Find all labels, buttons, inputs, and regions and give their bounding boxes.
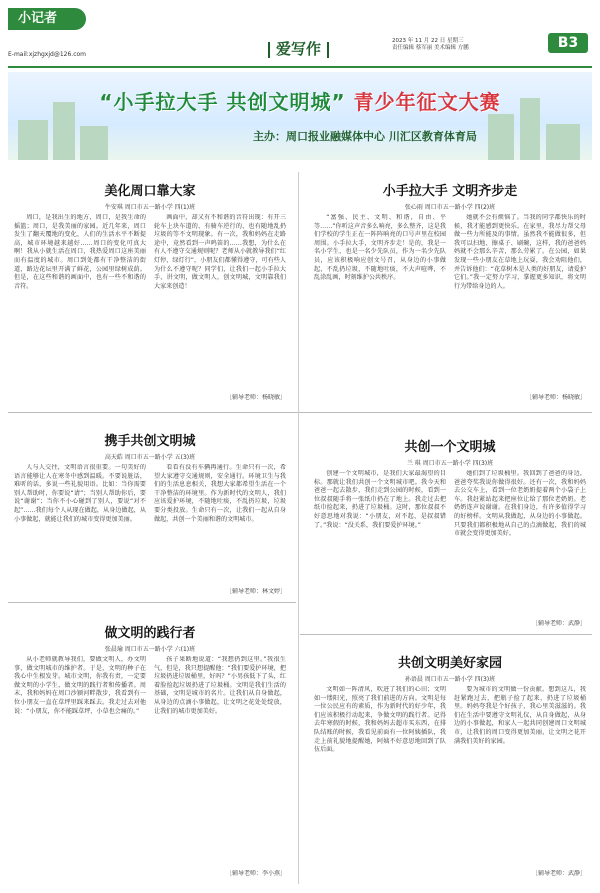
column-divider — [298, 172, 299, 884]
article-column: 创建一个文明城市，是我们大家最渴望的目标。那就让我们共创一个文明城市吧。我今天和爸爸一起去散步，我们走到公园的时候，看到一位叔叔随手将一张纸巾扔在了地上。我走过去把纸巾捡起来，扔进了垃圾桶。这时，那位叔叔不好意思地对我说：“小朋友，对不起，是叔叔错了。”我说：“没关系，我们要爱护环境。” — [314, 470, 446, 529]
section-divider — [8, 602, 296, 603]
section-divider — [300, 634, 592, 635]
article-editor: ［辅导老师：杨晓敏］ — [225, 394, 286, 401]
banner-organizers: 主办：周口报业融媒体中心 川汇区教育体育局 — [253, 130, 477, 143]
article-editor: ［辅导老师：武静］ — [531, 620, 586, 627]
article-title: 携手共创文明城 — [104, 434, 196, 449]
article-byline: 张心雨 周口市五一路小学 四(2)班 — [404, 204, 496, 211]
contact-email: E-mail:xjzhgxjd@126.com — [8, 51, 87, 58]
section-divider — [8, 412, 592, 413]
article-byline: 孙语晨 周口市五一路小学 四(3)班 — [404, 676, 496, 683]
article-editor: ［辅导老师：林文婷］ — [225, 588, 286, 595]
skyline-building — [488, 114, 514, 160]
article-editor: ［辅导老师：武静］ — [531, 870, 586, 877]
article-title: 做文明的践行者 — [104, 626, 196, 641]
page-number: B3 — [548, 33, 588, 53]
article-editor: ［辅导老师：杨晓敏］ — [525, 394, 586, 401]
article-title: 小手拉大手 文明齐步走 — [382, 184, 518, 199]
skyline-building — [18, 120, 48, 160]
article-column: 从小老师就教导我们，要做文明人，办文明事，做文明城市的维护者。于是，文明的种子在我心中生根发芽。城市文明，你我有责，一定要做文明的小学生，做文明的践行者和传播者。周末，我和妈妈在周口沙颍河畔散步，我看到有一位小朋友一直在草坪里踩来踩去。我走过去对他说：“小朋友，你不能踩草坪，小草也会痛的。” — [14, 656, 146, 715]
column-tag: 小记者 — [8, 8, 86, 30]
article-title: 共创文明美好家园 — [397, 656, 502, 671]
section-title — [262, 38, 335, 59]
article-column: 文明如一阵清风，吹进了我们的心田；文明如一缕阳光，照亮了我们前进的方向。文明是每一位公民应有的素质，作为新时代的好少年，我们应该积极行动起来，争做文明的践行者。记得去年寒假的时候，我和妈妈去超市买东西，在排队结账的时候，我看见前面有一位阿姨插队，我走上前礼貌地提醒她，阿姨不好意思地回到了队伍后面。 — [314, 686, 446, 754]
issue-date: 2023 年 11 月 22 日 星期三 — [392, 38, 464, 44]
article-editor: ［辅导老师：李小燕］ — [225, 870, 286, 877]
article-title: 美化周口靠大家 — [104, 184, 196, 199]
skyline-building — [80, 126, 108, 160]
article-column: 她就不会有烦恼了。当我的同学都快乐的时候，我才能感到更快乐。在家里，我尽力帮父母做一些力所能及的事情。虽然我不能做很多，但我可以扫地、擦桌子、刷碗，这样，我的爸爸妈妈就不会那么辛苦，那么劳累了。在公园，如果发现一些小朋友在草地上玩耍，我会劝阻他们，并告诉他们：“花草树木是人类的好朋友，请爱护它们。”我一定努力学习，掌握更多知识，将文明行为带给身边的人。 — [454, 214, 586, 290]
article-column: 人与人交往，文明语言很重要。一句美好的语言能够让人在寒冬中感到温暖。不要说脏话，难听的话，多说一些礼貌用语。比如：当你需要别人帮助时，你要说“请”；当别人帮助你后，要说“谢谢”；当你不小心碰到了别人，要说“对不起”……我们每个人从现在做起，从身边做起，从小事做起，就能让我们的城市变得更加美丽。 — [14, 464, 146, 523]
issue-editors: 责任编辑 蔡军丽 美术编辑 方鹏 — [392, 45, 469, 51]
article-column: 要为城市的文明做一份贡献。想到这儿，我赶紧跑过去，把瓶子捡了起来，扔进了垃圾桶里。妈妈夸我是个好孩子，我心里美滋滋的。我们在生活中要遵守文明礼仪，从自身做起，从身边的小事做起，和家人一起共同创建周口文明城市，让我们的周口变得更加美丽，让文明之花开满我们美好的家园。 — [454, 686, 586, 745]
banner-title-main: “小手拉大手 共创文明城” — [99, 90, 346, 114]
header-rule — [8, 66, 592, 68]
article-byline: 牛安琪 周口市五一路小学 四(1)班 — [104, 204, 196, 211]
issue-meta — [392, 38, 542, 52]
article-byline: 张晨瑜 周口市五一路小学 六(1)班 — [104, 646, 196, 653]
section-label: 爱写作 — [276, 40, 322, 58]
contest-banner — [8, 72, 592, 160]
skyline-building — [546, 124, 580, 160]
article-column: 孩子果断地说道：“我想扔到这里。”我很生气，但是，我只想提醒他：“我们要爱护环境，把垃圾扔进垃圾桶里，好吗？”小男孩低下了头，红着脸捡起垃圾扔进了垃圾桶。文明是我们生活的基础，文明是城市的名片。让我们从自身做起，从身边的点滴小事做起，让文明之花处处绽放，让我们的城市更加美好。 — [154, 656, 286, 715]
article-byline: 兰 琪 周口市五一路小学 四(3)班 — [406, 460, 494, 467]
article-column: “富强、民主、文明、和谐，自由、平等……”你听这声音多么响亮，多么整齐，这是我们学校的学生正在一阵阵响亮的口号声里在校园周围。小手拉大手，文明齐步走！是的，我是一名小学生，也是一名少先队员，作为一名少先队员，应该积极响应创文号召，从身边的小事做起，不乱扔垃圾，不随地吐痰，不大声喧哗，不乱涂乱画，时刻维护公共秩序。 — [314, 214, 446, 282]
article-byline: 高天皓 周口市五一路小学 五(3)班 — [104, 454, 196, 461]
article-column: 周口，是我出生的地方，周口，是我生命的摇篮；周口，是我美丽的家园。近几年来，周口发生了翻天覆地的变化，人们的生活水平不断提高，城市环境越来越好……周口的变化可真大啊！我从小就生活在周口，我热爱周口这座美丽而有温度的城市。周口到处都有干净整洁的街道，路边花坛里开满了鲜花，公园里绿树成荫。但是，在这些和谐的画面中，也有一些不和谐的音符。 — [14, 214, 146, 290]
article-column: 看看有没有车辆再通行。生命只有一次，希望大家遵守交通规则，安全通行。环境卫生与我们的生活息息相关，我想大家都希望生活在一个干净整洁的环境里。作为新时代的文明人，我们应该爱护环境，不随地吐痰，不乱扔垃圾，垃圾要分类投放。生命只有一次，让我们一起从自身做起，共创一个美丽和谐的文明城市。 — [154, 464, 286, 523]
banner-title — [8, 86, 592, 115]
article-title: 共创一个文明城 — [404, 440, 496, 455]
article-column: 她们到了垃圾桶里。我回到了爸爸的身边，爸爸夸奖我说你做得很好。还有一次，我和妈妈去公交车上，看到一位老奶奶提着两个小袋子上车。我赶紧站起来把座位让给了那位老奶奶。老奶奶连声说谢谢。在我们身边，有许多值得学习的好榜样。文明从我做起，从身边的小事做起。只要我们都积极地从自己的点滴做起，我们的城市就会变得更加美好。 — [454, 470, 586, 538]
article-column: 画面中，却又有不和谐的音符出现：有开三轮车上块车道的、有骑车逆行的、也有随地乱扔垃圾的等不文明现象。有一次，我和妈妈在走路途中，竟然看到一声鸣笛的……我想，为什么在有人不遵守交通规则呢？老师从小就教导我们“红灯停，绿灯行”，小朋友们都懂得遵守，可有些人为什么不遵守呢？同学们，让我们一起小手拉大手，讲文明，做文明人，创文明城，文明靠我们大家来创造！ — [154, 214, 286, 290]
banner-title-sub: 青少年征文大赛 — [353, 90, 501, 114]
